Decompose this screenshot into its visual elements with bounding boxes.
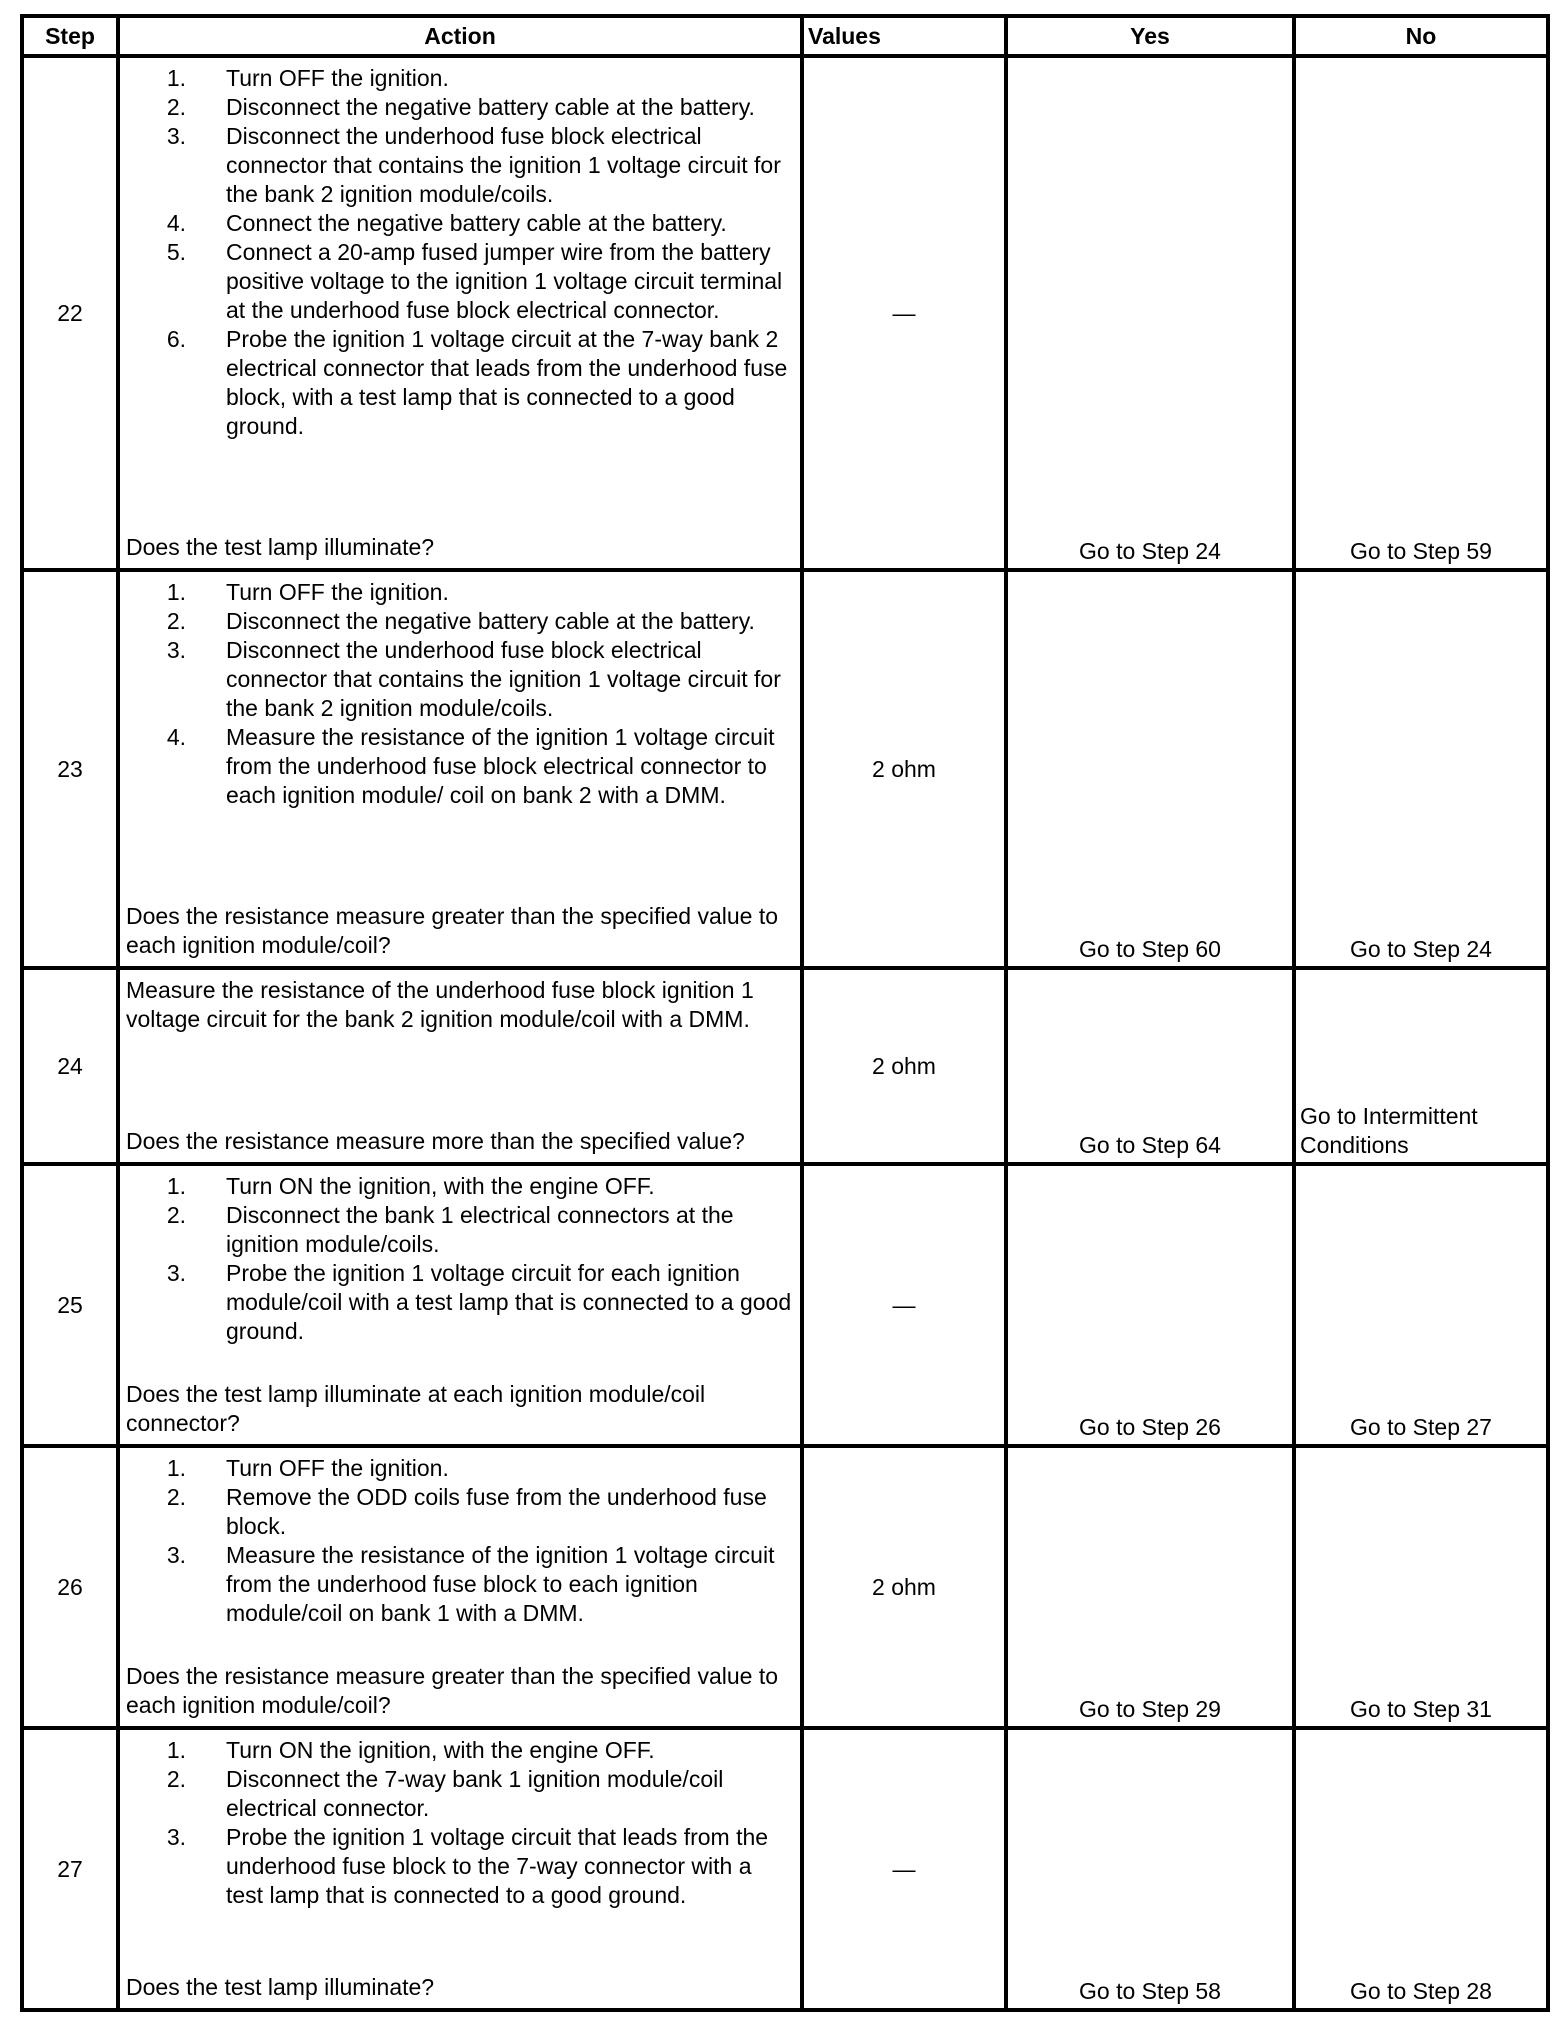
action-cell [118, 1164, 802, 1446]
action-step-item: 2. Disconnect the negative battery cable at the battery. [166, 608, 755, 634]
table-row [22, 56, 1548, 570]
action-step-item: 3. Measure the resistance of the ignition 1 voltage circuit from the underhood fuse block to each ignition module/coil on bank 1 with a DMM. [166, 1542, 775, 1626]
yes-cell: Go to Step 24 [1006, 56, 1294, 570]
step-number: 23 [22, 570, 118, 968]
action-step-item: 3. Disconnect the underhood fuse block electrical connector that contains the ignition 1 voltage circuit for the bank 2 ignition module/coils. [166, 637, 781, 721]
step-number: 26 [22, 1446, 118, 1728]
yes-cell: Go to Step 58 [1006, 1728, 1294, 2010]
action-step-item: 2. Disconnect the negative battery cable at the battery. [166, 94, 755, 120]
header-yes: Yes [1006, 16, 1294, 56]
action-question: Does the test lamp illuminate? [126, 1974, 435, 2000]
action-steps-list [126, 1736, 794, 1910]
no-cell: Go to Step 31 [1294, 1446, 1548, 1728]
step-number: 27 [22, 1728, 118, 2010]
action-step-item: 4. Connect the negative battery cable at the battery. [166, 210, 727, 236]
action-step-item: 1. Turn ON the ignition, with the engine OFF. [166, 1737, 655, 1763]
header-no: No [1294, 16, 1548, 56]
action-step-item: 1. Turn OFF the ignition. [166, 65, 449, 91]
action-step-item: 6. Probe the ignition 1 voltage circuit at the 7-way bank 2 electrical connector that leads from the underhood fuse block, with a test lamp that is connected to a good ground. [166, 326, 788, 439]
step-number: 22 [22, 56, 118, 570]
action-question: Does the resistance measure more than the specified value? [126, 1128, 745, 1154]
table-row [22, 968, 1548, 1164]
value-cell: 2 ohm [802, 1446, 1006, 1728]
value-cell: 2 ohm [802, 968, 1006, 1164]
step-number: 24 [22, 968, 118, 1164]
no-cell: Go to Step 28 [1294, 1728, 1548, 2010]
action-step-item: 5. Connect a 20-amp fused jumper wire from the battery positive voltage to the ignition 1 voltage circuit terminal at the underhood fuse block electrical connector. [166, 239, 783, 323]
table-row [22, 1164, 1548, 1446]
header-step: Step [22, 16, 118, 56]
no-cell: Go to Step 24 [1294, 570, 1548, 968]
table-row [22, 570, 1548, 968]
no-cell: Go to Step 27 [1294, 1164, 1548, 1446]
header-row [22, 16, 1548, 56]
action-steps-list [126, 1172, 794, 1346]
action-question: Does the resistance measure greater than the specified value to each ignition module/coil? [126, 903, 779, 958]
action-step-item: 3. Disconnect the underhood fuse block electrical connector that contains the ignition 1 voltage circuit for the bank 2 ignition module/coils. [166, 123, 781, 207]
header-action: Action [118, 16, 802, 56]
action-question: Does the resistance measure greater than the specified value to each ignition module/coil? [126, 1663, 779, 1718]
action-step-item: 2. Remove the ODD coils fuse from the underhood fuse block. [166, 1484, 767, 1539]
action-steps-list [126, 578, 794, 810]
value-cell: 2 ohm [802, 570, 1006, 968]
yes-cell: Go to Step 26 [1006, 1164, 1294, 1446]
table-body [22, 56, 1548, 2010]
action-step-item: 4. Measure the resistance of the ignition 1 voltage circuit from the underhood fuse block electrical connector to each ignition module/ coil on bank 2 with a DMM. [166, 724, 775, 808]
action-step-item: 3. Probe the ignition 1 voltage circuit for each ignition module/coil with a test lamp that is connected to a good ground. [166, 1260, 792, 1344]
table-row [22, 1446, 1548, 1728]
action-steps-list [126, 64, 794, 441]
yes-cell: Go to Step 64 [1006, 968, 1294, 1164]
table-row [22, 1728, 1548, 2010]
header-values: Values [802, 16, 1006, 56]
action-step-item: 1. Turn ON the ignition, with the engine OFF. [166, 1173, 655, 1199]
value-cell: — [802, 1164, 1006, 1446]
action-step-item: 3. Probe the ignition 1 voltage circuit that leads from the underhood fuse block to the 7-way connector with a test lamp that is connected to a good ground. [166, 1824, 769, 1908]
action-step-item: 1. Turn OFF the ignition. [166, 1455, 449, 1481]
yes-cell: Go to Step 60 [1006, 570, 1294, 968]
action-cell [118, 570, 802, 968]
action-cell [118, 1728, 802, 2010]
action-cell [118, 56, 802, 570]
action-cell [118, 1446, 802, 1728]
value-cell: — [802, 56, 1006, 570]
diagnostic-table [20, 14, 1550, 2012]
yes-cell: Go to Step 29 [1006, 1446, 1294, 1728]
action-step-item: 2. Disconnect the 7-way bank 1 ignition module/coil electrical connector. [166, 1766, 724, 1821]
action-step-item: 1. Turn OFF the ignition. [166, 579, 449, 605]
action-question: Does the test lamp illuminate? [126, 534, 435, 560]
action-cell [118, 968, 802, 1164]
value-cell: — [802, 1728, 1006, 2010]
no-cell: Go to Step 59 [1294, 56, 1548, 570]
action-steps-list [126, 1454, 794, 1628]
action-question: Does the test lamp illuminate at each ignition module/coil connector? [126, 1381, 706, 1436]
no-cell: Go to Intermittent Conditions [1294, 968, 1548, 1164]
action-intro: Measure the resistance of the underhood fuse block ignition 1 voltage circuit for the bank 2 ignition module/coil with a DMM. [126, 977, 754, 1032]
step-number: 25 [22, 1164, 118, 1446]
diagnostic-table-page [20, 14, 1546, 2012]
action-step-item: 2. Disconnect the bank 1 electrical connectors at the ignition module/coils. [166, 1202, 734, 1257]
